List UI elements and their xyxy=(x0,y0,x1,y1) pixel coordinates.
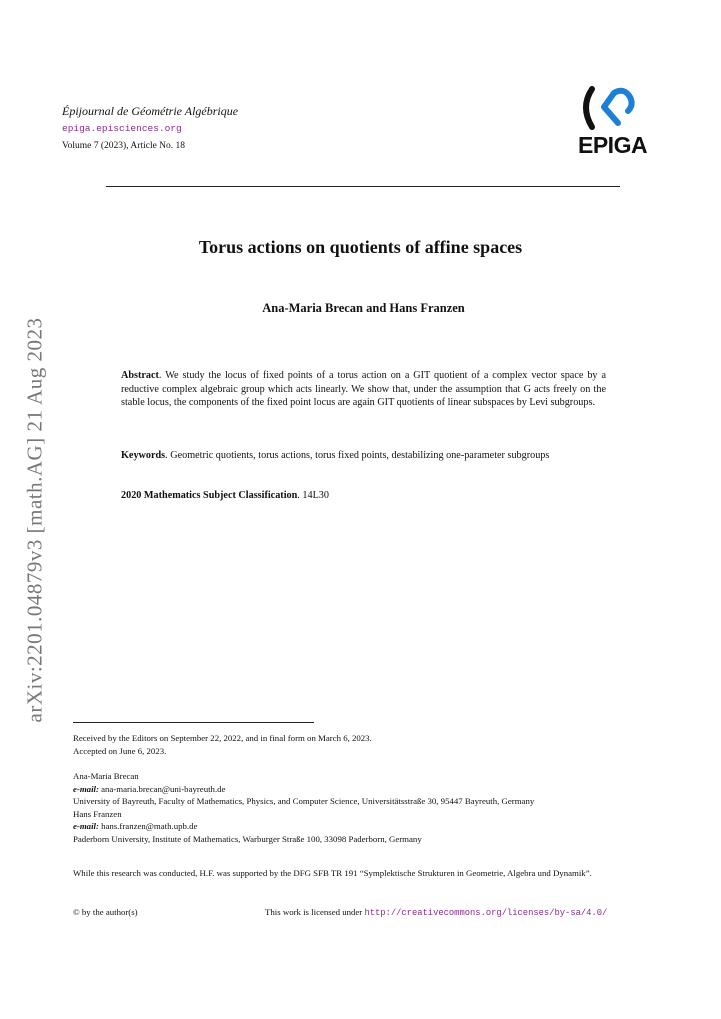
email-label: e-mail: xyxy=(73,821,99,831)
arxiv-stamp: arXiv:2201.04879v3 [math.AG] 21 Aug 2023 xyxy=(22,317,47,723)
author-addresses xyxy=(73,770,663,845)
license-notice xyxy=(265,907,607,918)
keywords-label: Keywords xyxy=(121,450,166,461)
footnote-rule xyxy=(73,722,314,723)
paper-authors: Ana-Maria Brecan and Hans Franzen xyxy=(262,301,465,315)
keywords: Keywords. Geometric quotients, torus actions, torus fixed points, destabilizing one-parameter subgroups xyxy=(121,450,550,461)
received-dates xyxy=(73,732,663,757)
author2-email[interactable]: hans.franzen@math.upb.de xyxy=(101,821,198,831)
volume-info: Volume 7 (2023), Article No. 18 xyxy=(62,141,186,151)
email-label: e-mail: xyxy=(73,783,99,794)
abstract-label: Abstract xyxy=(121,370,159,381)
author1-email[interactable]: ana-maria.brecan@uni-bayreuth.de xyxy=(101,783,226,794)
msc-code: 14L30 xyxy=(302,490,329,501)
author1-affiliation: University of Bayreuth, Faculty of Mathematics, Physics, and Computer Science, Universitätsstraße 30, 95447 Bayreuth, Germany xyxy=(73,796,535,806)
abstract: Abstract. We study the locus of fixed points of a torus action on a GIT quotient of a complex vector space by a reductive complex algebraic group which acts linearly. We show that, under the assumption that G acts freely on the stable locus, the components of the fixed point locus are again GIT quotients of linear subspaces by Levi subgroups. xyxy=(121,370,606,408)
author2-name: Hans Franzen xyxy=(73,808,122,819)
author1-email-line xyxy=(73,783,663,796)
author2-affiliation: Paderborn University, Institute of Mathematics, Warburger Straße 100, 33098 Paderborn, Germany xyxy=(73,833,422,844)
keywords-text: Geometric quotients, torus actions, torus fixed points, destabilizing one-parameter subgroups xyxy=(170,450,550,461)
msc-classification: 2020 Mathematics Subject Classification. 14L30 xyxy=(121,490,329,501)
epiga-logo-icon xyxy=(578,85,660,133)
abstract-text: We study the locus of fixed points of a torus action on a GIT quotient of a complex vector space by a reductive complex algebraic group which acts linearly. We show that, under the assumption that G acts freely on the stable locus, the components of the fixed point locus are again GIT quotients of linear subspaces by Levi subgroups. xyxy=(121,370,606,408)
received-line: Received by the Editors on September 22, 2022, and in final form on March 6, 2023. xyxy=(73,733,372,743)
epiga-logo xyxy=(578,85,660,157)
license-link[interactable]: http://creativecommons.org/licenses/by-sa/4.0/ xyxy=(364,908,608,918)
copyright: © by the author(s) xyxy=(73,907,138,917)
funding-note: While this research was conducted, H.F. was supported by the DFG SFB TR 191 “Symplektische Strukturen in Geometrie, Algebra und Dynamik”. xyxy=(73,868,592,878)
license-text: This work is licensed under xyxy=(265,907,363,917)
journal-site-link[interactable]: epiga.episciences.org xyxy=(62,123,182,134)
accepted-line: Accepted on June 6, 2023. xyxy=(73,745,167,756)
epiga-logo-text: EPIGA xyxy=(578,132,648,158)
author2-email-line xyxy=(73,820,663,833)
author1-name: Ana-Maria Brecan xyxy=(73,771,139,781)
header-rule xyxy=(106,186,620,187)
msc-label: 2020 Mathematics Subject Classification xyxy=(121,490,298,501)
paper-title: Torus actions on quotients of affine spaces xyxy=(198,237,523,257)
journal-name: Épijournal de Géométrie Algébrique xyxy=(62,104,239,118)
